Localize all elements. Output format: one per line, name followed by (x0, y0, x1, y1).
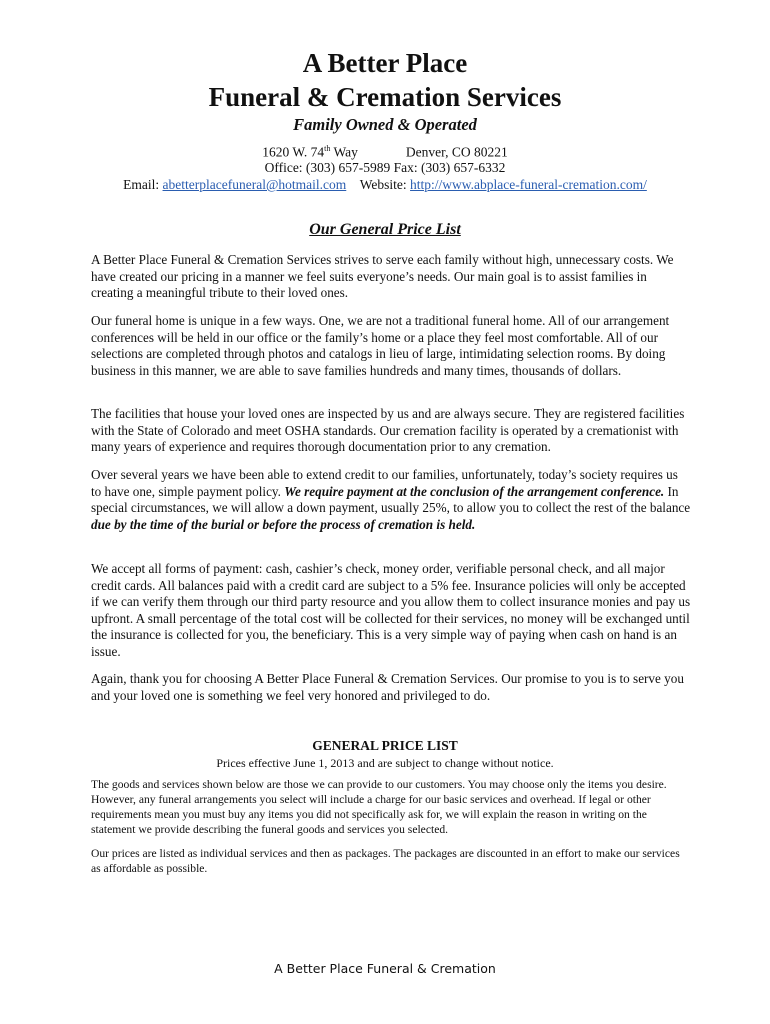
address-street: 1620 W. 74 (262, 144, 325, 160)
packages-paragraph: Our prices are listed as individual services and then as packages. The packages are discounted in an effort to make our services as affordable as possible. (91, 847, 680, 875)
company-title-line2: Funeral & Cremation Services (208, 82, 562, 112)
address-street-suffix: Way (330, 144, 358, 160)
payment-policy-text-a: Over several years we have been able to extend credit to our families, unfortunately, today’s society requires us to have one, simple payment policy. (91, 467, 678, 499)
thank-you-paragraph: Again, thank you for choosing A Better Place Funeral & Cremation Services. Our promise to you is to serve you and your loved one is something we feel very honored and privileged to do. (91, 671, 684, 703)
website-link[interactable]: http://www.abplace-funeral-cremation.com/ (410, 177, 647, 192)
payment-policy-paragraph (91, 467, 691, 533)
unique-paragraph: Our funeral home is unique in a few ways. One, we are not a traditional funeral home. All of our arrangement conferences will be held in our office or the family’s home or a place they feel most comfortable. All of our selections are completed through photos and catalogs in lieu of large, intimidating selection rooms. By doing business in this manner, we are able to save families hundreds and many times, thousands of dollars. (91, 313, 670, 378)
payment-policy-emphasis-b: due by the time of the burial or before the process of cremation is held. (91, 516, 476, 532)
page-footer: A Better Place Funeral & Cremation (274, 961, 496, 976)
email-link[interactable]: abetterplacefuneral@hotmail.com (162, 177, 347, 192)
price-list-heading: Our General Price List (309, 221, 461, 238)
address-city: Denver, CO 80221 (405, 144, 508, 160)
facilities-paragraph: The facilities that house your loved ones are inspected by us and are always secure. They are registered facilities with the State of Colorado and meet OSHA standards. Our cremation facility is operated by a cremationist with many years of experience and requires thorough documentation prior to any cremation. (91, 406, 685, 455)
email-label: Email: (123, 177, 163, 192)
general-price-list-heading: GENERAL PRICE LIST (312, 738, 458, 753)
prices-effective-note: Prices effective June 1, 2013 and are subject to change without notice. (216, 756, 554, 770)
goods-services-paragraph: The goods and services shown below are those we can provide to our customers. You may choose only the items you desire. However, any funeral arrangements you select will include a charge for our basic services and overhead. If legal or other requirements mean you must buy any items you did not specifically ask for, we will explain the reason in writing on the statement we provide describing the funeral goods and services you selected. (91, 778, 667, 836)
address-line (0, 144, 770, 161)
intro-paragraph: A Better Place Funeral & Cremation Services strives to serve each family without high, unnecessary costs. We have created our pricing in a manner we feel suits everyone’s needs. Our main goal is to assist families in creating a meaningful tribute to their loved ones. (91, 252, 674, 301)
company-title-line1: A Better Place (302, 48, 468, 78)
contact-line (0, 177, 770, 193)
tagline: Family Owned & Operated (293, 115, 477, 134)
payment-policy-text-b: In special circumstances, we will allow a down payment, usually 25%, to allow you to collect the rest of the balance (91, 483, 691, 516)
phone-fax-line: Office: (303) 657-5989 Fax: (303) 657-6332 (264, 160, 506, 175)
payment-forms-paragraph: We accept all forms of payment: cash, cashier’s check, money order, verifiable personal check, and all major credit cards. All balances paid with a credit card are subject to a 5% fee. Insurance policies will only be accepted if we can verify them through our third party resource and you allow them to collect insurance monies and pay us upfront. A small percentage of the total cost will be collected for their services, no money will be exchanged until the insurance is collected for you, the beneficiary. This is a very simple way of paying when cash on hand is an issue. (91, 561, 691, 659)
address-street-sup: th (324, 144, 331, 153)
website-label: Website: (359, 177, 411, 192)
payment-policy-emphasis-a: We require payment at the conclusion of the arrangement conference. (284, 483, 665, 499)
